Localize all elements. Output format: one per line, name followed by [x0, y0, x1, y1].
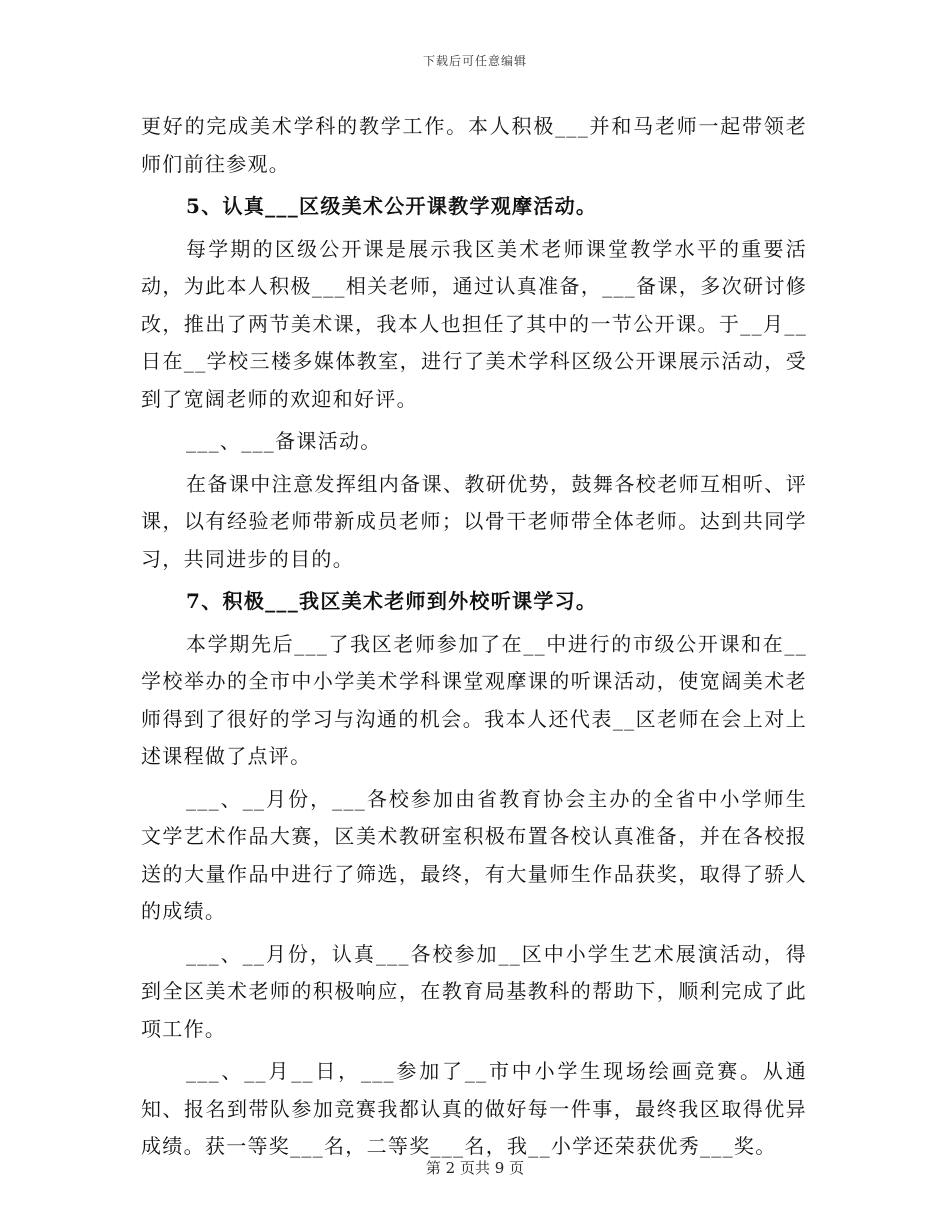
paragraph-open-class: 每学期的区级公开课是展示我区美术老师课堂教学水平的重要活动，为此本人积极___相关老师，通过认真准备，___备课，多次研讨修改，推出了两节美术课，我本人也担任了其中的一节公开课。于__月__日在__学校三楼多媒体教室，进行了美术学科区级公开课展示活动，受到了宽阔老师的欢迎和好评。 — [141, 236, 807, 411]
paragraph-literature-contest: ___、__月份，___各校参加由省教育协会主办的全省中小学师生文学艺术作品大赛，区美术教研室积极布置各校认真准备，并在各校报送的大量作品中进行了筛选，最终，有大量师生作品获奖，取得了骄人的成绩。 — [141, 786, 807, 923]
document-body — [141, 108, 807, 1171]
paragraph-painting-contest: ___、__月__日，___参加了__市中小学生现场绘画竞赛。从通知、报名到带队参加竞赛我都认真的做好每一件事，最终我区取得优异成绩。获一等奖___名，二等奖___名，我__小学还荣获优秀___奖。 — [141, 1059, 807, 1158]
paragraph-lesson-prep: 在备课中注意发挥组内备课、教研优势，鼓舞各校老师互相听、评课，以有经验老师带新成员老师；以骨干老师带全体老师。达到共同学习，共同进步的目的。 — [141, 471, 807, 571]
section-heading-5: 5、认真___区级美术公开课教学观摩活动。 — [186, 194, 598, 218]
paragraph-lesson-prep-title: ___、___备课活动。 — [186, 429, 382, 453]
page-footer: 第 2 页共 9 页 — [425, 1159, 525, 1177]
paragraph-art-performance: ___、__月份，认真___各校参加__区中小学生艺术展演活动，得到全区美术老师的积极响应，在教育局基教科的帮助下，顺利完成了此项工作。 — [141, 941, 807, 1041]
page-header: 下载后可任意编辑 — [422, 54, 527, 68]
paragraph-continuation: 更好的完成美术学科的教学工作。本人积极___并和马老师一起带领老师们前往参观。 — [141, 114, 807, 176]
section-heading-7: 7、积极___我区美术老师到外校听课学习。 — [186, 589, 598, 613]
paragraph-external-observation: 本学期先后___了我区老师参加了在__中进行的市级公开课和在__学校举办的全市中小学美术学科课堂观摩课的听课活动，使宽阔美术老师得到了很好的学习与沟通的机会。我本人还代表__区老师在会上对上述课程做了点评。 — [141, 631, 807, 768]
